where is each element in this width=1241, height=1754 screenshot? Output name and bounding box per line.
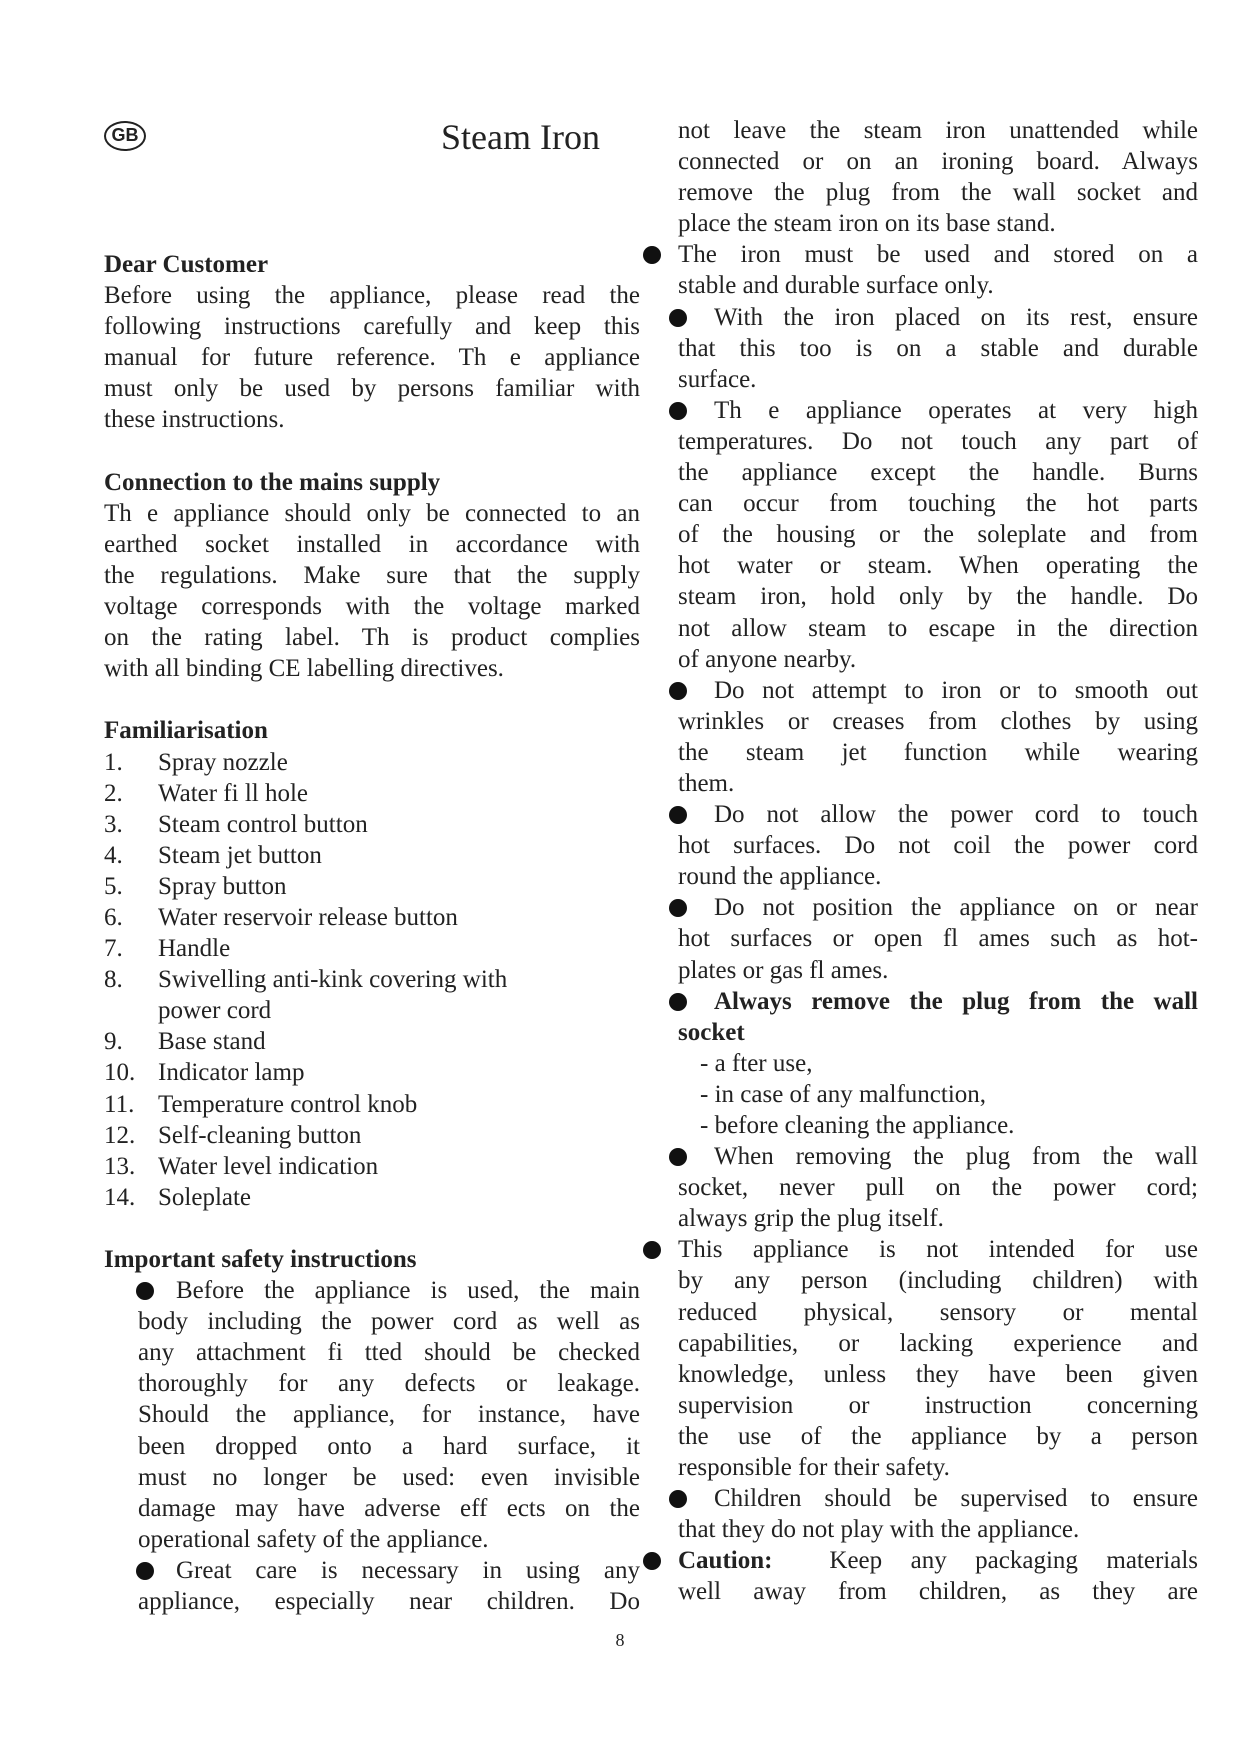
bullet-item [678, 1545, 1198, 1607]
bullet-item [678, 1141, 1198, 1234]
text-line: well away from children, as they are [678, 1578, 1198, 1606]
text-line: can occur from touching the hot parts [678, 490, 1198, 518]
list-item: 3. Steam control button [104, 810, 368, 838]
text-line: supervision or instruction concerning [678, 1391, 1198, 1419]
bullet-item [678, 986, 1198, 1141]
text-line: thoroughly for any defects or leakage. [138, 1370, 640, 1398]
list-item: 11. Temperature control knob [104, 1090, 418, 1118]
text-line: must no longer be used: even invisible [138, 1463, 640, 1491]
text-line: of anyone nearby. [678, 645, 857, 673]
text-line: these instructions. [104, 406, 285, 434]
text-line: operational safety of the appliance. [138, 1525, 489, 1553]
list-item-continuation: power cord [158, 997, 272, 1025]
text-line: not leave the steam iron unattended while [678, 117, 1198, 144]
text-line: the appliance except the handle. Burns [678, 459, 1198, 487]
bullet-item [104, 1275, 640, 1555]
bullet-item [678, 675, 1198, 799]
bullet-item [678, 395, 1198, 675]
caution-label: Caution: [678, 1547, 773, 1575]
left-column [104, 249, 640, 1617]
list-item: 4. Steam jet button [104, 841, 322, 869]
text-line: plates or gas fl ames. [678, 956, 889, 984]
bullet-icon [669, 1148, 687, 1166]
text-line: capabilities, or lacking experience and [678, 1329, 1198, 1357]
bullet-icon [669, 1490, 687, 1508]
text-line: always grip the plug itself. [678, 1205, 944, 1233]
text-line: stable and durable surface only. [678, 272, 994, 300]
text-line: socket, never pull on the power cord; [678, 1174, 1198, 1202]
text-line: Th e appliance should only be connected to an [104, 499, 640, 527]
text-line: reduced physical, sensory or mental [678, 1298, 1198, 1326]
parts-list [104, 747, 640, 1213]
text-line: that this too is on a stable and durable [678, 334, 1198, 362]
text-line: Always remove the plug from the wall [714, 987, 1198, 1015]
text-line: must only be used by persons familiar with [104, 375, 640, 403]
text-line: place the steam iron on its base stand. [678, 210, 1056, 238]
text-line: that they do not play with the appliance. [678, 1516, 1080, 1544]
text-line: been dropped onto a hard surface, it [138, 1432, 640, 1460]
text-line: voltage corresponds with the voltage marked [104, 593, 640, 621]
sub-item: - before cleaning the appliance. [700, 1112, 1015, 1139]
text-line: on the rating label. Th is product complies [104, 624, 640, 652]
bullet-icon [669, 806, 687, 824]
list-item: 1. Spray nozzle [104, 748, 288, 776]
text-line: following instructions carefully and keep this [104, 313, 640, 341]
text-line: of the housing or the soleplate and from [678, 521, 1198, 549]
bullet-icon [136, 1282, 154, 1300]
text-line: wrinkles or creases from clothes by using [678, 707, 1198, 735]
bullet-item [678, 892, 1198, 985]
text-line: Do not allow the power cord to touch [714, 801, 1198, 829]
text-line: the steam jet function while wearing [678, 738, 1198, 766]
bullet-item [678, 302, 1198, 395]
text-line: Children should be supervised to ensure [714, 1485, 1198, 1513]
bullet-icon [136, 1562, 154, 1580]
list-item: 13. Water level indication [104, 1152, 379, 1180]
text-line: connected or on an ironing board. Always [678, 148, 1198, 176]
text-line: temperatures. Do not touch any part of [678, 427, 1198, 455]
text-line: Great care is necessary in using any [176, 1556, 640, 1584]
text-line: body including the power cord as well as [138, 1308, 640, 1336]
bullet-item [678, 1483, 1198, 1545]
text-line: the use of the appliance by a person [678, 1422, 1198, 1450]
text-line: knowledge, unless they have been given [678, 1360, 1198, 1388]
text-line: Before using the appliance, please read the [104, 282, 640, 310]
text-line: Th e appliance operates at very high [714, 396, 1198, 424]
heading-mains-supply: Connection to the mains supply [104, 468, 441, 496]
text-line: steam iron, hold only by the handle. Do [678, 583, 1198, 611]
text-line: the regulations. Make sure that the supply [104, 561, 640, 589]
bullet-icon [643, 1552, 661, 1570]
text-line: them. [678, 769, 735, 797]
text-line: round the appliance. [678, 863, 882, 891]
text-line: socket [678, 1018, 745, 1046]
list-item: 8. Swivelling anti-kink covering with [104, 966, 508, 994]
list-item: 5. Spray button [104, 872, 287, 900]
list-item: 12. Self-cleaning button [104, 1121, 362, 1149]
right-column [678, 115, 1198, 1608]
text-line: With the iron placed on its rest, ensure [714, 303, 1198, 331]
list-item: 10. Indicator lamp [104, 1059, 305, 1087]
list-item: 14. Soleplate [104, 1183, 252, 1211]
text-line: Should the appliance, for instance, have [138, 1401, 640, 1429]
bullet-item [678, 239, 1198, 301]
bullet-item [678, 1234, 1198, 1483]
heading-safety: Important safety instructions [104, 1246, 417, 1273]
bullet-icon [643, 246, 661, 264]
text-line: any attachment fi tted should be checked [138, 1339, 640, 1367]
text-line: Caution: Keep any packaging materials [678, 1547, 1199, 1575]
language-badge: GB [104, 121, 146, 151]
text-line: When removing the plug from the wall [714, 1143, 1198, 1171]
text-line: not allow steam to escape in the direction [678, 614, 1198, 642]
text-line: hot surfaces or open fl ames such as hot- [678, 925, 1198, 953]
text-line: Before the appliance is used, the main [176, 1277, 640, 1305]
text-line: surface. [678, 365, 757, 393]
heading-dear-customer: Dear Customer [104, 251, 269, 278]
bullet-item [678, 799, 1198, 892]
page-number: 8 [615, 1630, 625, 1650]
bullet-icon [643, 1241, 661, 1259]
sub-item: - in case of any malfunction, [700, 1080, 987, 1108]
text-line: Do not position the appliance on or near [714, 894, 1198, 922]
text-line: responsible for their safety. [678, 1454, 950, 1482]
list-item: 7. Handle [104, 935, 231, 963]
text-line: appliance, especially near children. Do [138, 1588, 640, 1616]
text-line: by any person (including children) with [678, 1267, 1198, 1295]
bullet-icon [669, 309, 687, 327]
list-item: 9. Base stand [104, 1028, 266, 1056]
text-line: Do not attempt to iron or to smooth out [714, 676, 1198, 704]
list-item: 2. Water fi ll hole [104, 779, 309, 807]
bullet-icon [669, 402, 687, 420]
text-line: manual for future reference. Th e appliance [104, 344, 640, 372]
sub-item: - a fter use, [700, 1049, 813, 1077]
list-item: 6. Water reservoir release button [104, 903, 458, 931]
heading-familiarisation: Familiarisation [104, 717, 268, 745]
page-title: Steam Iron [441, 117, 600, 157]
text-line: with all binding CE labelling directives. [104, 655, 504, 683]
text-line: hot water or steam. When operating the [678, 552, 1198, 580]
text-line: This appliance is not intended for use [678, 1236, 1198, 1264]
text-line: hot surfaces. Do not coil the power cord [678, 832, 1198, 860]
text-line: remove the plug from the wall socket and [678, 179, 1198, 207]
text-line: damage may have adverse eff ects on the [138, 1494, 640, 1522]
bullet-item [104, 1555, 640, 1617]
bullet-icon [669, 682, 687, 700]
text-line: The iron must be used and stored on a [678, 241, 1198, 269]
bullet-icon [669, 993, 687, 1011]
text-line: earthed socket installed in accordance with [104, 530, 640, 558]
